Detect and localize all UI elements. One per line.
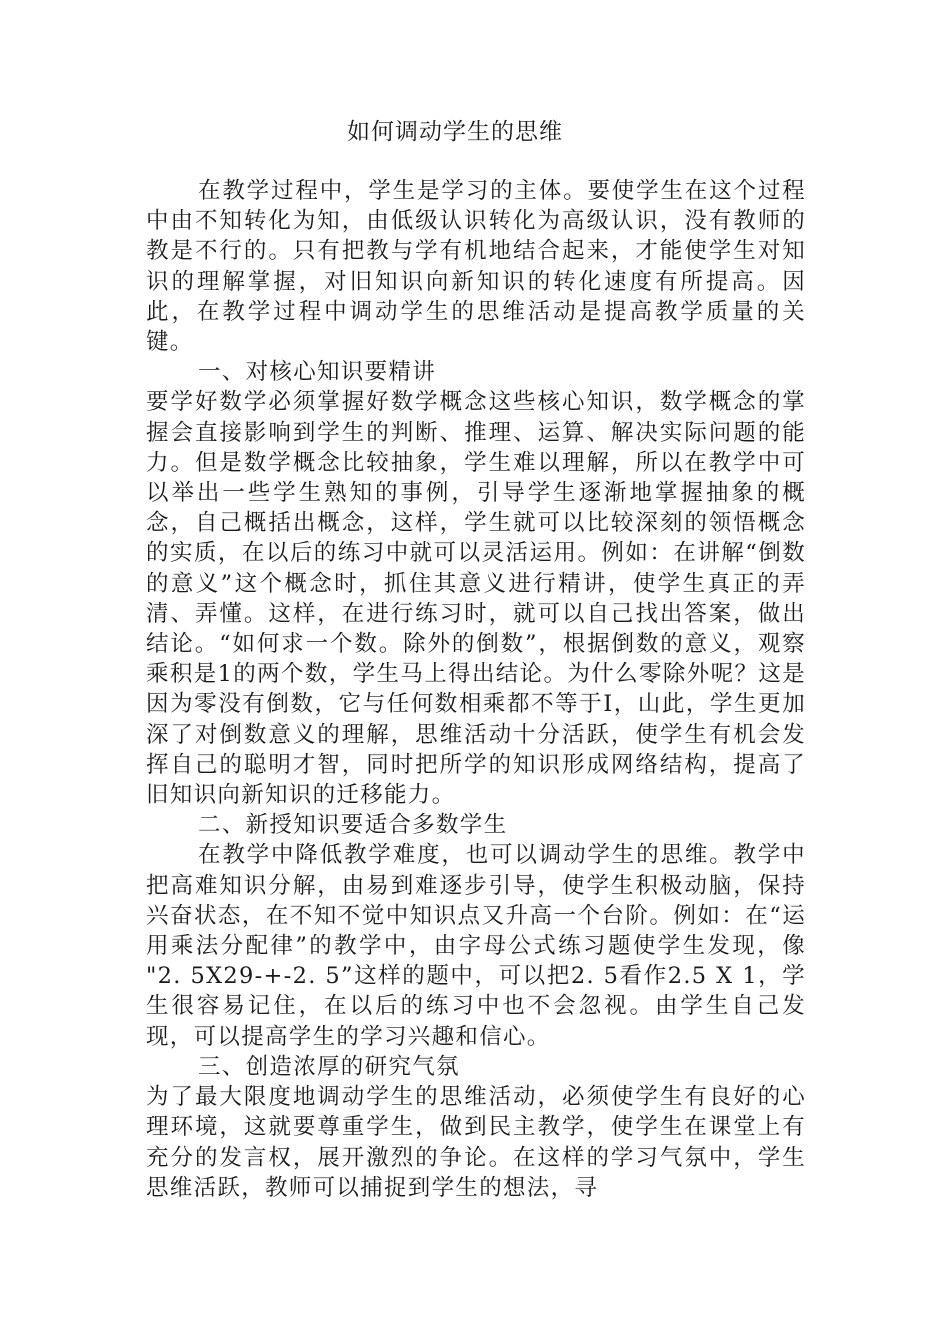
section-heading-2: 二、新授知识要适合多数学生 (198, 812, 508, 839)
section-2-paragraph: 在教学中降低教学难度，也可以调动学生的思维。教学中把高难知识分解，由易到难逐步引导，使学生积极动脑，保持兴奋状态，在不知不觉中知识点又升高一个台阶。例如：在“运用乘法分配律”的教学中，由字母公式练习题使学生发现，像 "2. 5X29-+-2. 5”这样的题中，可以把2. 5看作2.5 X 1，学生很容易记住，在以后的练习中也不会忽视。由学生自己发现，可以提高学生的学习兴趣和信心。 (146, 842, 806, 1050)
document-title: 如何调动学生的思维 (347, 119, 563, 145)
section-heading-1: 一、对核心知识要精讲 (198, 359, 437, 386)
document-body (146, 176, 806, 1203)
section-heading-3: 三、创造浓厚的研究气氛 (198, 1053, 460, 1080)
section-3-paragraph: 为了最大限度地调动学生的思维活动，必须使学生有良好的心理环境，这就要尊重学生，做到民主教学，使学生在课堂上有充分的发言权，展开激烈的争论。在这样的学习气氛中，学生思维活跃，教师可以捕捉到学生的想法，寻 (146, 1084, 806, 1201)
section-1-paragraph: 要学好数学必须掌握好数学概念这些核心知识，数学概念的掌握会直接影响到学生的判断、推理、运算、解决实际问题的能力。但是数学概念比较抽象，学生难以理解，所以在教学中可以举出一些学生熟知的事例，引导学生逐渐地掌握抽象的概念，自己概括出概念，这样，学生就可以比较深刻的领悟概念的实质，在以后的练习中就可以灵活运用。例如：在讲解“倒数的意义”这个概念时，抓住其意义进行精讲，使学生真正的弄清、弄懂。这样，在进行练习时，就可以自己找出答案，做出结论。“如何求一个数。除外的倒数”，根据倒数的意义，观察乘积是1的两个数，学生马上得出结论。为什么零除外呢？这是因为零没有倒数，它与任何数相乘都不等于I，山此，学生更加深了对倒数意义的理解，思维活动十分活跃，使学生有机会发挥自己的聪明才智，同时把所学的知识形成网络结构，提高了旧知识向新知识的迁移能力。 (146, 389, 806, 809)
intro-paragraph: 在教学过程中，学生是学习的主体。要使学生在这个过程中由不知转化为知，由低级认识转化为高级认识，没有教师的教是不行的。只有把教与学有机地结合起来，才能使学生对知识的理解掌握，对旧知识向新知识的转化速度有所提高。因此，在教学过程中调动学生的思维活动是提高教学质量的关键。 (146, 178, 806, 356)
